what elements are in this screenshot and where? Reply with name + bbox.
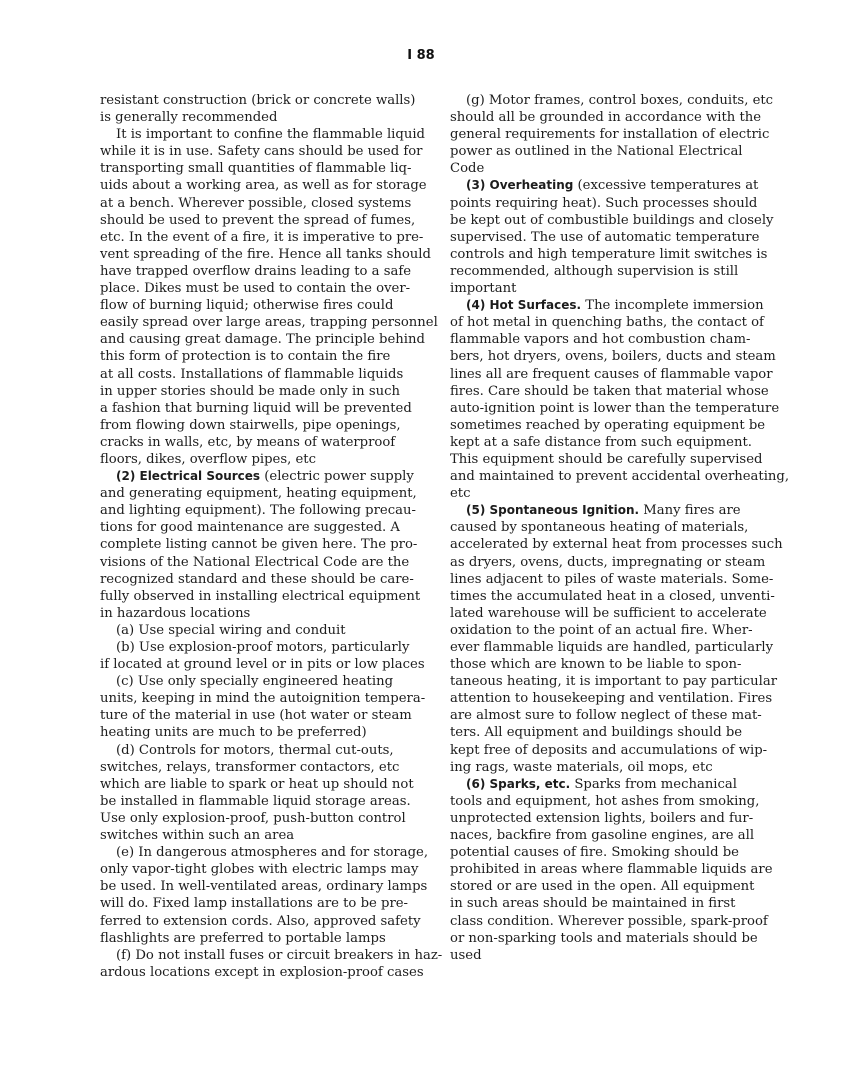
text-line bbox=[450, 417, 766, 434]
text-line bbox=[100, 417, 410, 434]
text-line bbox=[100, 930, 410, 947]
text-line bbox=[450, 844, 760, 861]
left-column bbox=[100, 92, 443, 981]
text-line bbox=[450, 195, 760, 212]
text-line bbox=[100, 212, 416, 229]
line-text: ture of the material in use (hot water or steam bbox=[100, 708, 412, 724]
line-text: ters. All equipment and buildings should be bbox=[450, 725, 743, 741]
text-line bbox=[100, 400, 410, 417]
text-line bbox=[450, 177, 760, 194]
text-line bbox=[450, 451, 763, 468]
line-text: place. Dikes must be used to contain the over- bbox=[100, 281, 411, 297]
text-line bbox=[450, 759, 760, 776]
text-line bbox=[450, 554, 766, 571]
line-text: lated warehouse will be sufficient to accelerate bbox=[450, 605, 767, 621]
line-text: cracks in walls, etc, by means of waterproof bbox=[100, 434, 396, 450]
line-text: is generally recommended bbox=[100, 110, 278, 126]
line-text: switches, relays, transformer contactors, etc bbox=[100, 759, 400, 775]
line-text: this form of protection is to contain the fire bbox=[100, 349, 391, 365]
page-number: I 88 bbox=[407, 48, 435, 63]
text-line bbox=[100, 639, 410, 656]
line-text: The incomplete immersion bbox=[581, 298, 764, 314]
text-line bbox=[100, 913, 421, 930]
line-text: floors, dikes, overflow pipes, etc bbox=[100, 451, 316, 467]
line-text: caused by spontaneous heating of materials, bbox=[450, 520, 749, 536]
line-text: be installed in flammable liquid storage areas. bbox=[100, 793, 411, 809]
line-text: should be used to prevent the spread of fumes, bbox=[100, 212, 416, 228]
text-line bbox=[100, 331, 425, 348]
line-text: in hazardous locations bbox=[100, 605, 251, 621]
text-line bbox=[450, 742, 768, 759]
line-text: This equipment should be carefully supervised bbox=[450, 451, 763, 467]
line-text: a fashion that burning liquid will be prevented bbox=[100, 400, 412, 416]
text-line bbox=[100, 263, 410, 280]
text-line bbox=[100, 519, 410, 536]
text-line bbox=[450, 930, 760, 947]
line-text: should all be grounded in accordance with the bbox=[450, 110, 762, 126]
section-heading: (6) Sparks, etc. bbox=[466, 776, 571, 791]
line-text: (g) Motor frames, control boxes, conduits, etc bbox=[466, 93, 774, 108]
line-text: at all costs. Installations of flammable liquids bbox=[100, 366, 404, 382]
text-line bbox=[100, 690, 426, 707]
text-line bbox=[100, 109, 410, 126]
section-heading: (4) Hot Surfaces. bbox=[466, 298, 582, 313]
line-text: and lighting equipment). The following precau- bbox=[100, 503, 416, 519]
text-line bbox=[450, 810, 760, 827]
text-line bbox=[450, 622, 760, 639]
line-text: (c) Use only specially engineered heating bbox=[116, 674, 394, 690]
text-line bbox=[450, 383, 769, 400]
line-text: transporting small quantities of flammable liq- bbox=[100, 161, 412, 177]
line-text: which are liable to spark or heat up should not bbox=[100, 776, 414, 792]
right-column bbox=[450, 92, 790, 964]
text-line bbox=[450, 212, 774, 229]
line-text: ferred to extension cords. Also, approved safety bbox=[100, 913, 421, 929]
text-line bbox=[450, 246, 768, 263]
text-line bbox=[450, 434, 760, 451]
line-text: flammable vapors and hot combustion cham- bbox=[450, 332, 751, 348]
text-line bbox=[450, 878, 760, 895]
text-line bbox=[100, 195, 410, 212]
text-line bbox=[100, 554, 410, 571]
text-line bbox=[100, 964, 424, 981]
text-line bbox=[450, 571, 774, 588]
line-text: resistant construction (brick or concrete walls) bbox=[100, 93, 416, 108]
text-line bbox=[450, 605, 767, 622]
text-line bbox=[100, 895, 410, 912]
text-line bbox=[450, 331, 760, 348]
text-line bbox=[450, 400, 780, 417]
text-line bbox=[450, 519, 760, 536]
text-line bbox=[450, 776, 760, 793]
text-line bbox=[100, 348, 410, 365]
line-text: tools and equipment, hot ashes from smoking, bbox=[450, 793, 760, 809]
line-text: class condition. Wherever possible, spark-proof bbox=[450, 913, 768, 929]
text-line bbox=[450, 690, 773, 707]
text-line bbox=[450, 143, 760, 160]
text-line bbox=[100, 707, 410, 724]
text-line bbox=[100, 878, 428, 895]
text-line bbox=[100, 827, 410, 844]
line-text: flashlights are preferred to portable lamps bbox=[100, 930, 386, 946]
text-line bbox=[100, 673, 410, 690]
text-line bbox=[100, 724, 410, 741]
line-text: (d) Controls for motors, thermal cut-outs, bbox=[116, 742, 394, 758]
line-text: and causing great damage. The principle behind bbox=[100, 332, 425, 348]
line-text: etc. In the event of a fire, it is imperative to pre- bbox=[100, 229, 424, 245]
line-text: flow of burning liquid; otherwise fires could bbox=[100, 298, 394, 314]
text-line bbox=[100, 468, 414, 485]
line-text: ardous locations except in explosion-proof cases bbox=[100, 964, 424, 980]
text-line bbox=[450, 366, 773, 383]
line-text: fires. Care should be taken that material whose bbox=[450, 383, 769, 399]
line-text: and maintained to prevent accidental overheating, bbox=[450, 469, 790, 485]
line-text: (excessive temperatures at bbox=[573, 178, 759, 194]
text-line bbox=[100, 656, 425, 673]
line-text: (a) Use special wiring and conduit bbox=[116, 622, 346, 638]
line-text: Many fires are bbox=[639, 503, 741, 519]
line-text: if located at ground level or in pits or low places bbox=[100, 657, 425, 673]
section-heading: (3) Overheating bbox=[466, 178, 574, 193]
text-line bbox=[100, 451, 410, 468]
text-line bbox=[100, 861, 419, 878]
line-text: It is important to confine the flammable liquid bbox=[116, 127, 425, 143]
line-text: supervised. The use of automatic temperature bbox=[450, 229, 760, 245]
text-line bbox=[100, 297, 410, 314]
text-line bbox=[450, 92, 774, 109]
section-heading: (5) Spontaneous Ignition. bbox=[466, 503, 640, 518]
text-line bbox=[450, 263, 760, 280]
text-line bbox=[100, 485, 417, 502]
line-text: bers, hot dryers, ovens, boilers, ducts and steam bbox=[450, 349, 776, 365]
line-text: at a bench. Wherever possible, closed systems bbox=[100, 195, 412, 211]
text-line bbox=[100, 947, 443, 964]
line-text: recognized standard and these should be care- bbox=[100, 571, 414, 587]
text-line bbox=[100, 229, 424, 246]
text-line bbox=[100, 366, 410, 383]
line-text: Sparks from mechanical bbox=[570, 776, 737, 792]
line-text: sometimes reached by operating equipment be bbox=[450, 417, 766, 433]
line-text: used bbox=[450, 947, 482, 963]
line-text: are almost sure to follow neglect of these mat- bbox=[450, 708, 762, 724]
line-text: prohibited in areas where flammable liquids are bbox=[450, 862, 773, 878]
text-line bbox=[100, 793, 410, 810]
line-text: controls and high temperature limit switches is bbox=[450, 246, 768, 262]
text-line bbox=[100, 280, 410, 297]
text-line bbox=[100, 536, 418, 553]
line-text: etc bbox=[450, 486, 471, 502]
text-line bbox=[100, 759, 410, 776]
line-text: tions for good maintenance are suggested. A bbox=[100, 520, 400, 536]
line-text: as dryers, ovens, ducts, impregnating or steam bbox=[450, 554, 766, 570]
line-text: attention to housekeeping and ventilation. Fires bbox=[450, 691, 773, 707]
line-text: those which are known to be liable to spon- bbox=[450, 657, 742, 673]
line-text: naces, backfire from gasoline engines, are all bbox=[450, 828, 755, 844]
line-text: ing rags, waste materials, oil mops, etc bbox=[450, 759, 713, 775]
text-line bbox=[450, 913, 768, 930]
line-text: have trapped overflow drains leading to a safe bbox=[100, 263, 412, 279]
line-text: stored or are used in the open. All equipment bbox=[450, 879, 755, 895]
line-text: unprotected extension lights, boilers and fur- bbox=[450, 810, 754, 826]
text-line bbox=[450, 707, 760, 724]
text-line bbox=[100, 810, 410, 827]
text-line bbox=[450, 947, 760, 964]
text-line bbox=[450, 468, 790, 485]
line-text: or non-sparking tools and materials should be bbox=[450, 930, 758, 946]
line-text: visions of the National Electrical Code are the bbox=[100, 554, 410, 570]
text-line bbox=[100, 314, 438, 331]
line-text: (f) Do not install fuses or circuit breakers in haz- bbox=[116, 947, 443, 963]
text-line bbox=[100, 246, 431, 263]
line-text: of hot metal in quenching baths, the contact of bbox=[450, 315, 764, 331]
line-text: accelerated by external heat from processes such bbox=[450, 537, 783, 553]
line-text: Use only explosion-proof, push-button control bbox=[100, 810, 406, 826]
text-line bbox=[450, 793, 760, 810]
line-text: general requirements for installation of electric bbox=[450, 127, 770, 143]
text-line bbox=[450, 280, 760, 297]
line-text: kept free of deposits and accumulations of wip- bbox=[450, 742, 768, 758]
text-line bbox=[450, 639, 774, 656]
line-text: points requiring heat). Such processes should bbox=[450, 195, 758, 211]
text-line bbox=[100, 143, 423, 160]
line-text: potential causes of fire. Smoking should be bbox=[450, 845, 739, 861]
text-line bbox=[450, 673, 778, 690]
line-text: from flowing down stairwells, pipe openings, bbox=[100, 417, 401, 433]
line-text: auto-ignition point is lower than the temperature bbox=[450, 400, 780, 416]
line-text: recommended, although supervision is still bbox=[450, 263, 739, 279]
text-line bbox=[100, 742, 410, 759]
text-line bbox=[100, 126, 425, 143]
text-line bbox=[100, 571, 414, 588]
line-text: (e) In dangerous atmospheres and for storage, bbox=[116, 845, 429, 861]
text-line bbox=[450, 109, 760, 126]
text-line bbox=[100, 605, 410, 622]
line-text: only vapor-tight globes with electric lamps may bbox=[100, 862, 419, 878]
text-line bbox=[100, 434, 410, 451]
text-line bbox=[100, 622, 410, 639]
text-line bbox=[450, 861, 773, 878]
text-line bbox=[450, 160, 760, 177]
line-text: Code bbox=[450, 161, 485, 177]
line-text: complete listing cannot be given here. The pro- bbox=[100, 537, 418, 553]
line-text: taneous heating, it is important to pay particular bbox=[450, 674, 778, 690]
line-text: heating units are much to be preferred) bbox=[100, 725, 367, 741]
text-line bbox=[100, 177, 427, 194]
text-line bbox=[450, 229, 760, 246]
line-text: (b) Use explosion-proof motors, particularly bbox=[116, 640, 410, 655]
text-line bbox=[450, 502, 760, 519]
line-text: in such areas should be maintained in first bbox=[450, 896, 736, 912]
line-text: power as outlined in the National Electrical bbox=[450, 144, 743, 160]
text-line bbox=[100, 844, 429, 861]
line-text: vent spreading of the fire. Hence all tanks should bbox=[100, 246, 431, 262]
line-text: be used. In well-ventilated areas, ordinary lamps bbox=[100, 879, 428, 895]
line-text: while it is in use. Safety cans should be used for bbox=[100, 144, 423, 160]
line-text: uids about a working area, as well as for storage bbox=[100, 178, 427, 194]
line-text: and generating equipment, heating equipment, bbox=[100, 486, 417, 502]
line-text: be kept out of combustible buildings and closely bbox=[450, 212, 774, 228]
text-line bbox=[450, 126, 770, 143]
text-line bbox=[450, 536, 783, 553]
line-text: kept at a safe distance from such equipment. bbox=[450, 434, 752, 450]
line-text: ever flammable liquids are handled, particularly bbox=[450, 640, 774, 655]
line-text: lines all are frequent causes of flammable vapor bbox=[450, 366, 773, 382]
text-line bbox=[100, 160, 410, 177]
text-line bbox=[100, 383, 410, 400]
line-text: will do. Fixed lamp installations are to be pre- bbox=[100, 896, 409, 912]
text-line bbox=[450, 314, 764, 331]
text-line bbox=[450, 485, 760, 502]
text-line bbox=[450, 348, 776, 365]
line-text: units, keeping in mind the autoignition tempera- bbox=[100, 691, 426, 707]
line-text: fully observed in installing electrical equipment bbox=[100, 588, 421, 604]
line-text: (electric power supply bbox=[260, 469, 414, 485]
text-line bbox=[100, 776, 414, 793]
text-line bbox=[100, 92, 416, 109]
section-heading: (2) Electrical Sources bbox=[116, 469, 261, 484]
line-text: times the accumulated heat in a closed, unventi- bbox=[450, 588, 775, 604]
line-text: switches within such an area bbox=[100, 828, 295, 844]
line-text: lines adjacent to piles of waste materials. Some- bbox=[450, 571, 774, 587]
text-line bbox=[450, 827, 760, 844]
line-text: oxidation to the point of an actual fire. Wher- bbox=[450, 622, 753, 638]
line-text: easily spread over large areas, trapping personnel bbox=[100, 315, 438, 331]
text-line bbox=[100, 502, 416, 519]
text-line bbox=[100, 588, 421, 605]
text-line bbox=[450, 297, 764, 314]
text-line bbox=[450, 895, 760, 912]
text-line bbox=[450, 724, 760, 741]
line-text: important bbox=[450, 281, 517, 297]
text-line bbox=[450, 588, 775, 605]
line-text: in upper stories should be made only in such bbox=[100, 383, 400, 399]
text-line bbox=[450, 656, 760, 673]
